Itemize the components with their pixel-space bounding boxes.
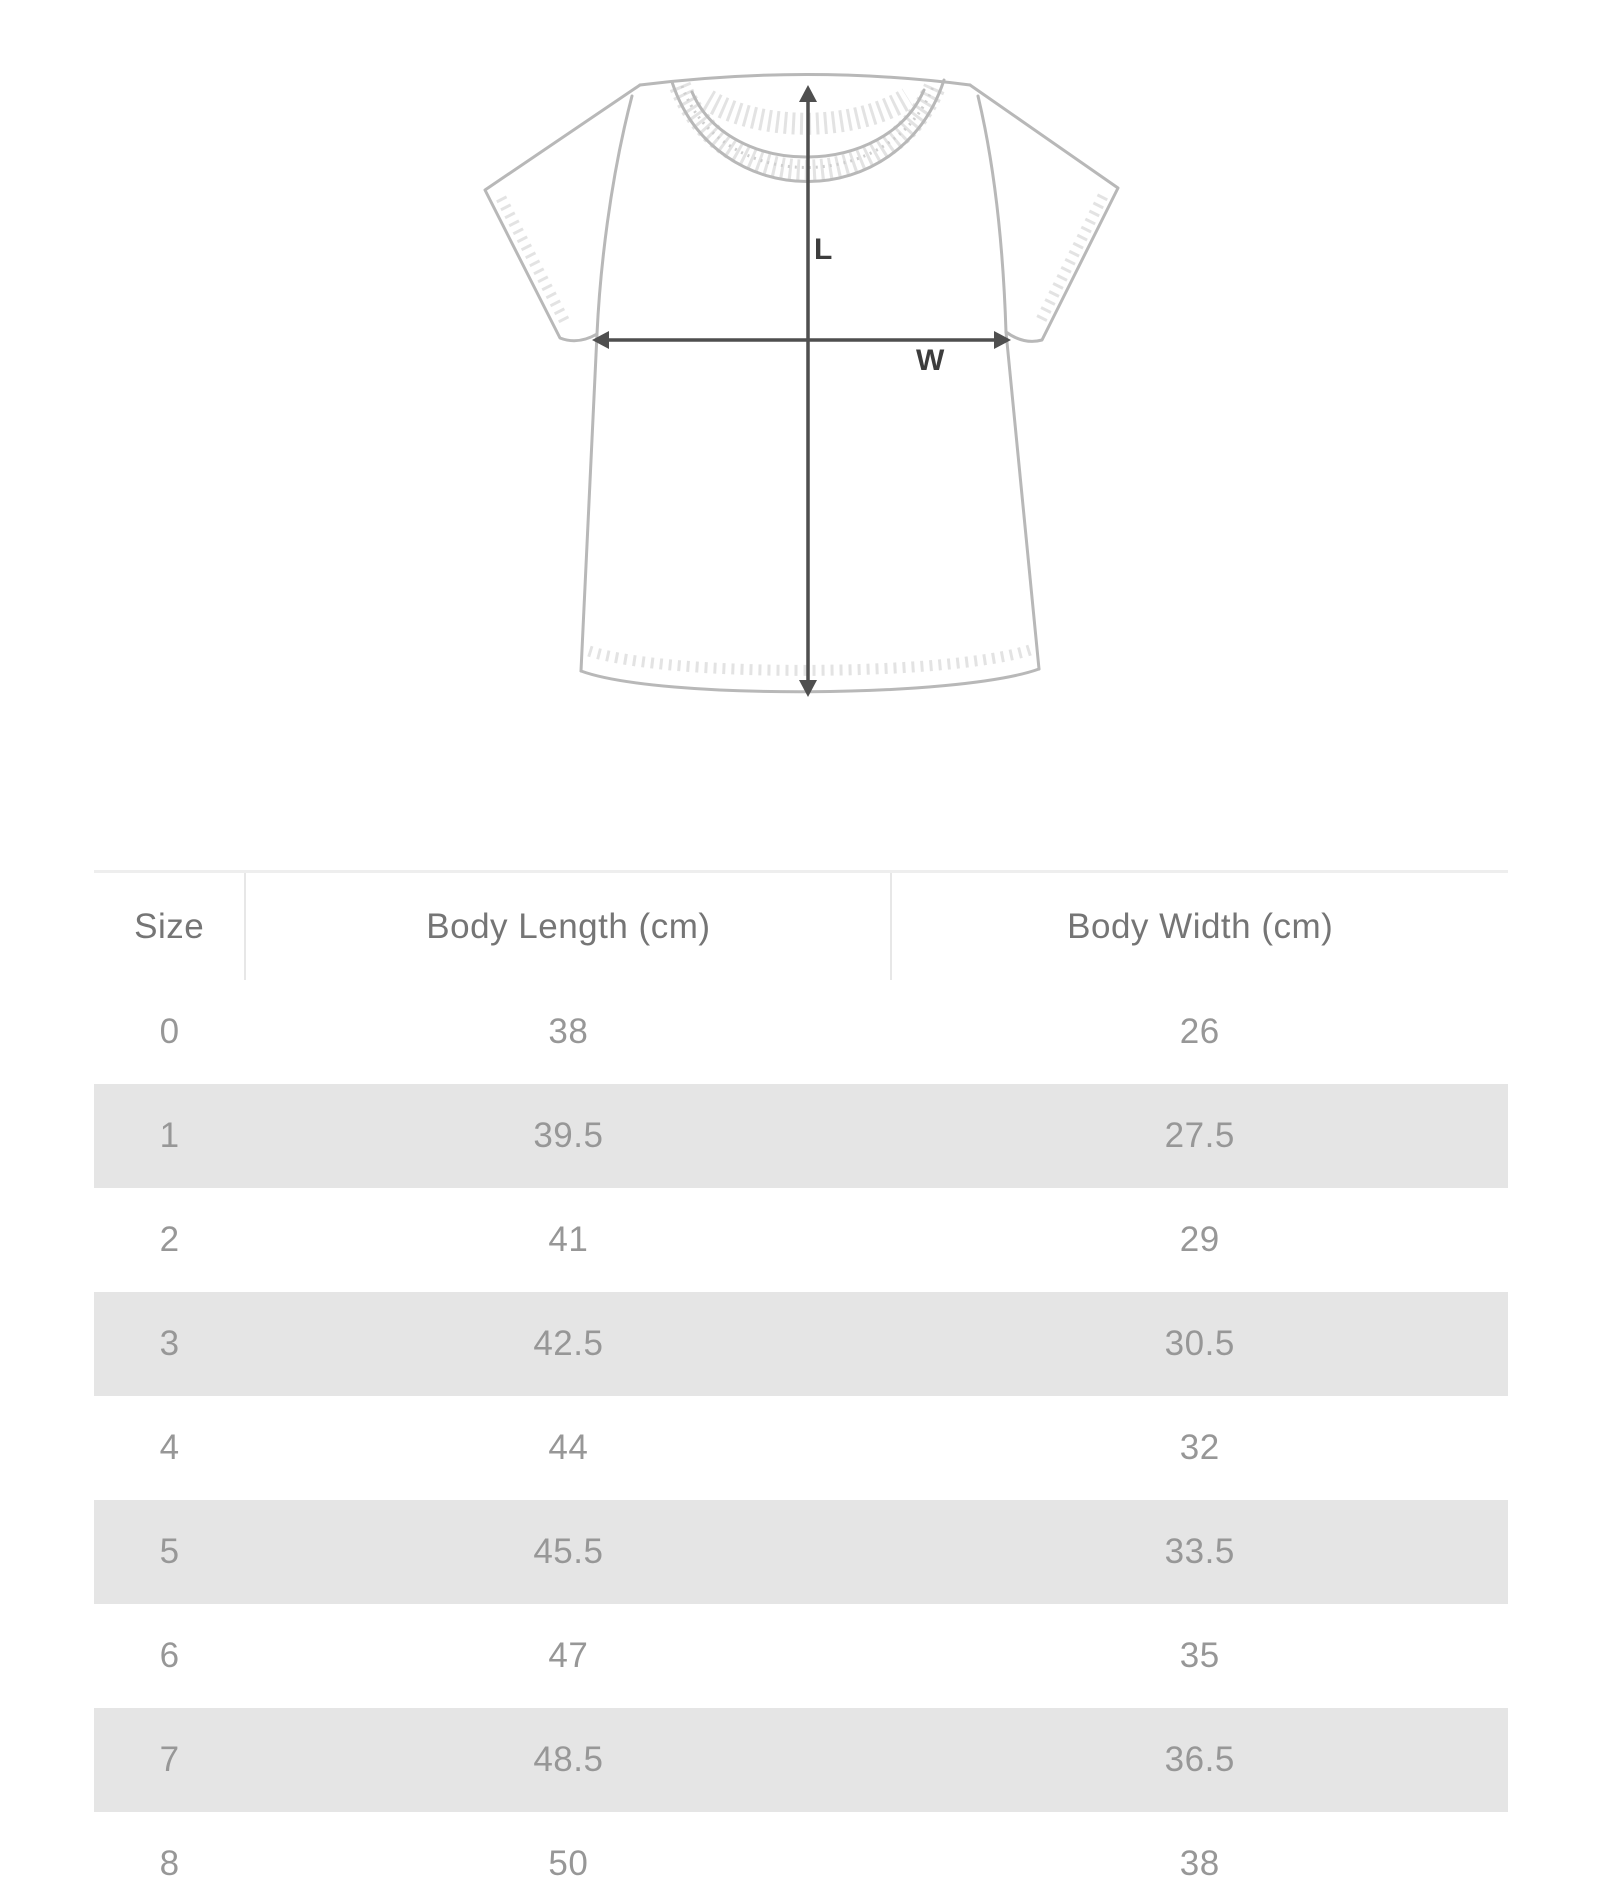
cell-length: 42.5 xyxy=(533,1324,604,1363)
cell-size: 1 xyxy=(159,1116,180,1155)
size-chart-body xyxy=(94,980,1508,1903)
left-cuff-stitch xyxy=(501,198,565,322)
header-body-width: Body Width (cm) xyxy=(891,872,1508,981)
cell-width: 38 xyxy=(1179,1844,1220,1883)
table-row xyxy=(94,1604,1508,1708)
size-chart-table xyxy=(94,870,1508,1903)
cell-size: 4 xyxy=(159,1428,180,1467)
cell-width: 35 xyxy=(1179,1636,1220,1675)
body-right-edge xyxy=(1006,332,1039,669)
cell-width: 33.5 xyxy=(1164,1532,1235,1571)
body-left-edge xyxy=(581,334,597,671)
cell-length: 47 xyxy=(548,1636,589,1675)
cell-width: 36.5 xyxy=(1164,1740,1235,1779)
table-row xyxy=(94,1500,1508,1604)
table-row xyxy=(94,1292,1508,1396)
table-row xyxy=(94,1812,1508,1903)
table-row xyxy=(94,1708,1508,1812)
width-label: W xyxy=(916,344,945,377)
cell-width: 27.5 xyxy=(1164,1116,1235,1155)
cell-width: 32 xyxy=(1179,1428,1220,1467)
right-cuff-stitch xyxy=(1041,196,1103,320)
cell-length: 48.5 xyxy=(533,1740,604,1779)
tshirt-illustration xyxy=(0,0,1600,760)
header-size: Size xyxy=(134,906,205,946)
cell-size: 0 xyxy=(159,1012,180,1051)
cell-length: 38 xyxy=(548,1012,589,1051)
cell-length: 44 xyxy=(548,1428,589,1467)
right-armhole-seam xyxy=(978,96,1006,332)
header-row xyxy=(94,872,1508,981)
cell-size: 6 xyxy=(159,1636,180,1675)
cell-size: 5 xyxy=(159,1532,180,1571)
cell-length: 50 xyxy=(548,1844,589,1883)
table-row xyxy=(94,980,1508,1084)
table-row xyxy=(94,1084,1508,1188)
left-armhole-seam xyxy=(597,96,632,334)
cell-width: 30.5 xyxy=(1164,1324,1235,1363)
tshirt-diagram xyxy=(0,0,1600,760)
cell-size: 8 xyxy=(159,1844,180,1883)
left-sleeve xyxy=(485,85,640,341)
length-label: L xyxy=(814,233,833,266)
cell-size: 7 xyxy=(159,1740,180,1779)
cell-size: 2 xyxy=(159,1220,180,1259)
size-chart-header xyxy=(94,872,1508,981)
header-body-length: Body Length (cm) xyxy=(245,872,891,981)
cell-size: 3 xyxy=(159,1324,180,1363)
table-row xyxy=(94,1396,1508,1500)
cell-length: 41 xyxy=(548,1220,589,1259)
cell-length: 39.5 xyxy=(533,1116,604,1155)
width-arrow xyxy=(592,331,1011,377)
cell-width: 26 xyxy=(1179,1012,1220,1051)
table-row xyxy=(94,1188,1508,1292)
cell-length: 45.5 xyxy=(533,1532,604,1571)
cell-width: 29 xyxy=(1179,1220,1220,1259)
